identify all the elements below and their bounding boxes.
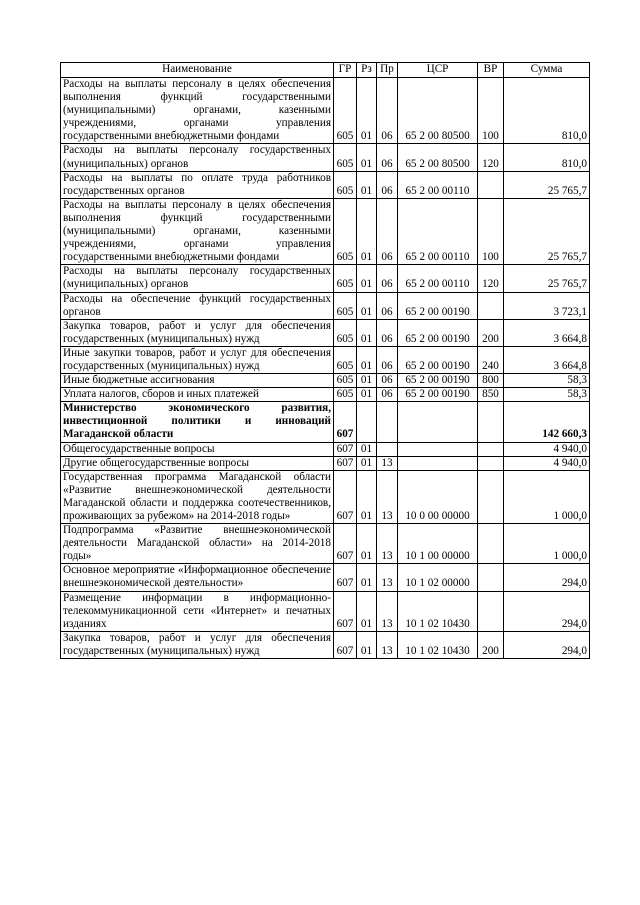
row-name: Расходы на выплаты персоналу государственных (муниципальных) органов [61, 144, 334, 171]
row-rz: 01 [357, 456, 377, 470]
table-row [61, 470, 590, 523]
row-csr: 65 2 00 80500 [398, 144, 478, 171]
row-vr [478, 292, 504, 319]
row-name: Расходы на выплаты персоналу государственных (муниципальных) органов [61, 265, 334, 292]
row-name: Размещение информации в информационно-телекоммуникационной сети «Интернет» и печатных изданиях [61, 591, 334, 631]
row-csr: 65 2 00 00190 [398, 346, 478, 373]
row-vr [478, 591, 504, 631]
row-csr: 10 1 02 10430 [398, 591, 478, 631]
table-row [61, 292, 590, 319]
row-gr: 607 [334, 442, 357, 456]
row-sum: 1 000,0 [504, 524, 590, 564]
row-rz: 01 [357, 265, 377, 292]
row-name: Другие общегосударственные вопросы [61, 456, 334, 470]
row-pr: 13 [377, 524, 398, 564]
row-csr: 10 1 02 10430 [398, 631, 478, 658]
header-vr: ВР [478, 63, 504, 78]
row-rz: 01 [357, 319, 377, 346]
row-gr: 607 [334, 470, 357, 523]
row-sum: 58,3 [504, 374, 590, 388]
header-gr: ГР [334, 63, 357, 78]
row-vr: 100 [478, 198, 504, 264]
row-rz: 01 [357, 442, 377, 456]
table-row [61, 144, 590, 171]
row-pr: 13 [377, 456, 398, 470]
row-sum: 3 723,1 [504, 292, 590, 319]
table-row [61, 402, 590, 442]
row-name: Закупка товаров, работ и услуг для обеспечения государственных (муниципальных) нужд [61, 319, 334, 346]
row-sum: 810,0 [504, 78, 590, 144]
row-vr [478, 171, 504, 198]
row-pr: 13 [377, 470, 398, 523]
row-gr: 605 [334, 198, 357, 264]
table-row [61, 631, 590, 658]
row-sum: 3 664,8 [504, 319, 590, 346]
row-rz: 01 [357, 591, 377, 631]
row-sum: 1 000,0 [504, 470, 590, 523]
table-row [61, 319, 590, 346]
row-name: Иные закупки товаров, работ и услуг для обеспечения государственных (муниципальных) нужд [61, 346, 334, 373]
table-row [61, 171, 590, 198]
row-csr [398, 442, 478, 456]
row-gr: 605 [334, 144, 357, 171]
row-gr: 607 [334, 591, 357, 631]
row-rz: 01 [357, 78, 377, 144]
row-gr: 605 [334, 374, 357, 388]
row-csr [398, 402, 478, 442]
table-row [61, 198, 590, 264]
row-rz: 01 [357, 171, 377, 198]
row-name: Расходы на обеспечение функций государственных органов [61, 292, 334, 319]
row-rz [357, 402, 377, 442]
row-pr: 06 [377, 198, 398, 264]
table-row [61, 564, 590, 591]
row-sum: 25 765,7 [504, 265, 590, 292]
row-pr: 06 [377, 144, 398, 171]
row-csr [398, 456, 478, 470]
header-pr: Пр [377, 63, 398, 78]
row-sum: 4 940,0 [504, 442, 590, 456]
row-sum: 58,3 [504, 388, 590, 402]
row-pr: 13 [377, 631, 398, 658]
header-csr: ЦСР [398, 63, 478, 78]
row-rz: 01 [357, 564, 377, 591]
row-gr: 605 [334, 319, 357, 346]
row-rz: 01 [357, 631, 377, 658]
table-row [61, 591, 590, 631]
row-csr: 10 1 00 00000 [398, 524, 478, 564]
row-csr: 65 2 00 00110 [398, 171, 478, 198]
row-csr: 65 2 00 00190 [398, 292, 478, 319]
row-name: Министерство экономического развития, инвестиционной политики и инноваций Магаданской области [61, 402, 334, 442]
row-vr: 120 [478, 265, 504, 292]
row-gr: 607 [334, 524, 357, 564]
row-csr: 65 2 00 00110 [398, 265, 478, 292]
row-vr [478, 564, 504, 591]
row-pr: 06 [377, 374, 398, 388]
row-pr [377, 402, 398, 442]
row-name: Закупка товаров, работ и услуг для обеспечения государственных (муниципальных) нужд [61, 631, 334, 658]
row-gr: 605 [334, 265, 357, 292]
row-pr: 13 [377, 564, 398, 591]
row-rz: 01 [357, 144, 377, 171]
row-sum: 3 664,8 [504, 346, 590, 373]
row-rz: 01 [357, 388, 377, 402]
row-sum: 294,0 [504, 631, 590, 658]
table-row [61, 388, 590, 402]
row-gr: 605 [334, 346, 357, 373]
row-vr: 850 [478, 388, 504, 402]
row-gr: 605 [334, 388, 357, 402]
row-vr [478, 402, 504, 442]
row-vr: 200 [478, 319, 504, 346]
row-name: Иные бюджетные ассигнования [61, 374, 334, 388]
header-name: Наименование [61, 63, 334, 78]
row-csr: 65 2 00 00190 [398, 374, 478, 388]
row-pr: 06 [377, 171, 398, 198]
row-sum: 810,0 [504, 144, 590, 171]
row-gr: 605 [334, 78, 357, 144]
row-pr: 13 [377, 591, 398, 631]
table-row [61, 456, 590, 470]
row-vr: 200 [478, 631, 504, 658]
row-gr: 607 [334, 402, 357, 442]
row-rz: 01 [357, 374, 377, 388]
row-pr [377, 442, 398, 456]
row-name: Государственная программа Магаданской области «Развитие внешнеэкономической деятельности Магаданской области и поддержка соотечественников, проживающих за рубежом» на 2014-2018 годы» [61, 470, 334, 523]
row-name: Основное мероприятие «Информационное обеспечение внешнеэкономической деятельности» [61, 564, 334, 591]
row-pr: 06 [377, 388, 398, 402]
row-csr: 10 1 02 00000 [398, 564, 478, 591]
row-vr [478, 442, 504, 456]
table-row [61, 346, 590, 373]
row-pr: 06 [377, 78, 398, 144]
row-csr: 65 2 00 00190 [398, 319, 478, 346]
row-name: Расходы на выплаты по оплате труда работников государственных органов [61, 171, 334, 198]
row-rz: 01 [357, 292, 377, 319]
budget-table [60, 62, 590, 659]
row-sum: 25 765,7 [504, 171, 590, 198]
row-rz: 01 [357, 470, 377, 523]
row-pr: 06 [377, 265, 398, 292]
table-row [61, 265, 590, 292]
row-rz: 01 [357, 524, 377, 564]
row-name: Общегосударственные вопросы [61, 442, 334, 456]
row-pr: 06 [377, 319, 398, 346]
table-header-row [61, 63, 590, 78]
row-csr: 65 2 00 80500 [398, 78, 478, 144]
header-sum: Сумма [504, 63, 590, 78]
row-sum: 4 940,0 [504, 456, 590, 470]
row-gr: 607 [334, 564, 357, 591]
row-name: Подпрограмма «Развитие внешнеэкономической деятельности Магаданской области» на 2014-2018 годы» [61, 524, 334, 564]
table-body [61, 78, 590, 659]
row-sum: 142 660,3 [504, 402, 590, 442]
row-csr: 65 2 00 00110 [398, 198, 478, 264]
row-name: Уплата налогов, сборов и иных платежей [61, 388, 334, 402]
row-vr [478, 470, 504, 523]
row-sum: 294,0 [504, 564, 590, 591]
row-pr: 06 [377, 346, 398, 373]
row-rz: 01 [357, 346, 377, 373]
row-vr: 100 [478, 78, 504, 144]
row-vr: 240 [478, 346, 504, 373]
table-row [61, 78, 590, 144]
row-name: Расходы на выплаты персоналу в целях обеспечения выполнения функций государственными (муниципальными) органами, казенными учреждениями, органами управления государственными внебюджетными фондами [61, 78, 334, 144]
row-vr: 800 [478, 374, 504, 388]
row-gr: 607 [334, 631, 357, 658]
header-rz: Рз [357, 63, 377, 78]
row-name: Расходы на выплаты персоналу в целях обеспечения выполнения функций государственными (муниципальными) органами, казенными учреждениями, органами управления государственными внебюджетными фондами [61, 198, 334, 264]
table-row [61, 442, 590, 456]
row-sum: 294,0 [504, 591, 590, 631]
row-gr: 607 [334, 456, 357, 470]
row-vr: 120 [478, 144, 504, 171]
row-vr [478, 524, 504, 564]
row-vr [478, 456, 504, 470]
row-csr: 65 2 00 00190 [398, 388, 478, 402]
row-sum: 25 765,7 [504, 198, 590, 264]
row-csr: 10 0 00 00000 [398, 470, 478, 523]
table-row [61, 374, 590, 388]
row-rz: 01 [357, 198, 377, 264]
row-gr: 605 [334, 171, 357, 198]
table-row [61, 524, 590, 564]
row-pr: 06 [377, 292, 398, 319]
row-gr: 605 [334, 292, 357, 319]
